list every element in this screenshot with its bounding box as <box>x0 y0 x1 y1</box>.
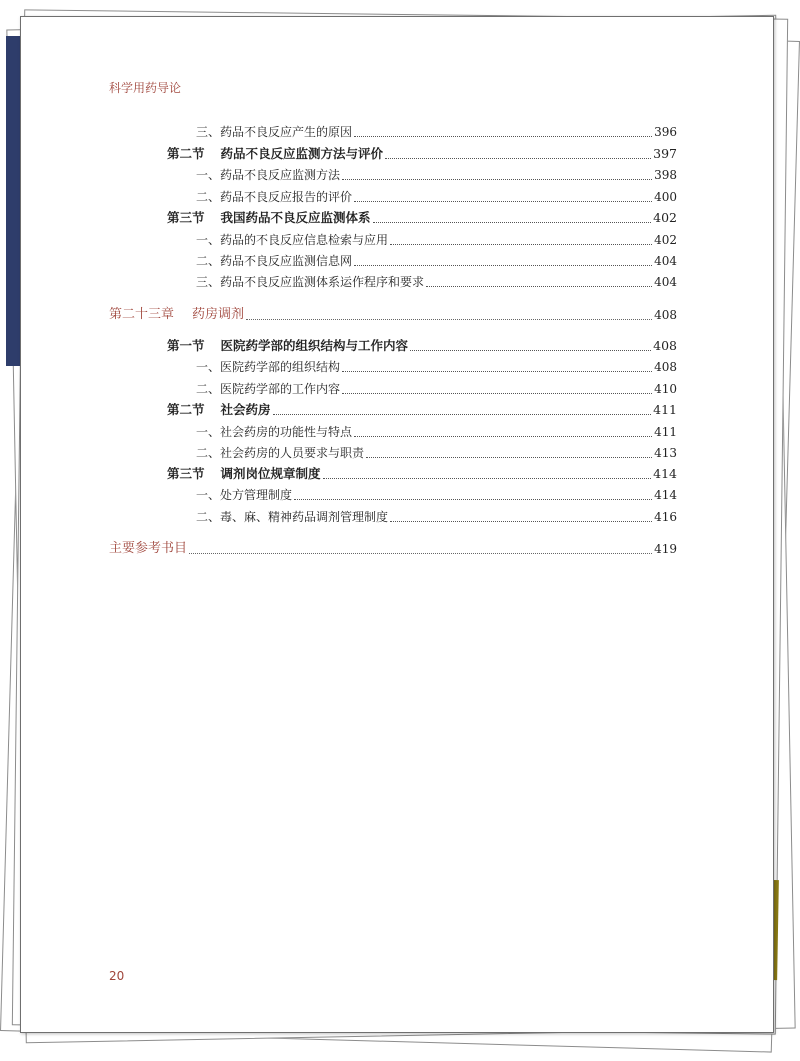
toc-section-page: 397 <box>653 146 677 161</box>
toc-entry-page: 414 <box>654 488 677 502</box>
toc-leader-dots <box>342 393 652 394</box>
toc-section <box>167 210 677 226</box>
toc-entry <box>196 509 677 525</box>
toc-leader-dots <box>354 136 652 137</box>
toc-section-number: 第一节 <box>167 338 205 353</box>
toc-entry-page: 410 <box>654 382 677 396</box>
toc-leader-dots <box>366 457 652 458</box>
toc-chapter-page: 408 <box>654 308 677 322</box>
toc-section-page: 411 <box>653 402 677 417</box>
toc-section-title: 我国药品不良反应监测体系 <box>220 210 371 225</box>
toc-section-number: 第三节 <box>167 466 205 481</box>
table-of-contents <box>21 17 773 1017</box>
toc-entry-title: 二、药品不良反应报告的评价 <box>196 190 353 204</box>
toc-section <box>167 146 677 162</box>
toc-entry-title: 二、毒、麻、精神药品调剂管理制度 <box>196 510 389 524</box>
toc-entry-page: 400 <box>654 190 677 204</box>
toc-leader-dots <box>354 265 652 266</box>
running-head: 科学用药导论 <box>109 81 182 95</box>
toc-chapter <box>109 307 677 323</box>
toc-entry <box>196 445 677 461</box>
toc-section <box>167 466 677 482</box>
toc-section-title: 药品不良反应监测方法与评价 <box>220 146 384 161</box>
cover-edge-left <box>6 36 20 366</box>
toc-section-page: 414 <box>653 466 677 481</box>
toc-entry <box>196 274 677 290</box>
toc-section-title: 社会药房 <box>220 402 271 417</box>
toc-entry-title: 一、药品的不良反应信息检索与应用 <box>196 233 389 247</box>
book-page <box>20 16 774 1033</box>
toc-entry <box>196 167 677 183</box>
page-number: 20 <box>109 969 125 983</box>
toc-leader-dots <box>354 436 652 437</box>
toc-entry-title: 二、药品不良反应监测信息网 <box>196 254 353 268</box>
toc-entry <box>196 381 677 397</box>
toc-leader-dots <box>323 478 652 479</box>
toc-section-number: 第三节 <box>167 210 205 225</box>
toc-section-page: 402 <box>653 210 677 225</box>
toc-leader-dots <box>390 521 652 522</box>
toc-entry-page: 402 <box>654 233 677 247</box>
toc-entry <box>196 424 677 440</box>
toc-entry <box>196 232 677 248</box>
toc-leader-dots <box>390 244 652 245</box>
toc-entry-page: 398 <box>654 168 677 182</box>
toc-section-title: 医院药学部的组织结构与工作内容 <box>220 338 409 353</box>
toc-chapter-number: 第二十三章 <box>109 307 175 322</box>
toc-entry-title: 一、社会药房的功能性与特点 <box>196 425 353 439</box>
toc-entry-title: 二、社会药房的人员要求与职责 <box>196 446 365 460</box>
toc-chapter-title: 药房调剂 <box>192 307 245 322</box>
toc-entry <box>196 487 677 503</box>
toc-entry <box>196 359 677 375</box>
toc-entry-title: 三、药品不良反应产生的原因 <box>196 125 353 139</box>
toc-leader-dots <box>373 222 652 223</box>
toc-entry-page: 404 <box>654 254 677 268</box>
toc-section-number: 第二节 <box>167 146 205 161</box>
toc-section-title: 调剂岗位规章制度 <box>220 466 321 481</box>
toc-leader-dots <box>246 319 652 320</box>
toc-entry-page: 408 <box>654 360 677 374</box>
toc-leader-dots <box>354 201 652 202</box>
toc-leader-dots <box>273 414 652 415</box>
toc-entry-title: 三、药品不良反应监测体系运作程序和要求 <box>196 275 425 289</box>
toc-leader-dots <box>385 158 651 159</box>
toc-entry-page: 413 <box>654 446 677 460</box>
toc-section <box>167 338 677 354</box>
toc-leader-dots <box>342 371 652 372</box>
toc-entry <box>196 253 677 269</box>
toc-leader-dots <box>294 499 652 500</box>
toc-leader-dots <box>189 553 652 554</box>
toc-references-page: 419 <box>654 542 677 556</box>
toc-leader-dots <box>342 179 652 180</box>
toc-section-number: 第二节 <box>167 402 205 417</box>
toc-leader-dots <box>426 286 652 287</box>
toc-entry <box>196 124 677 140</box>
toc-entry-page: 396 <box>654 125 677 139</box>
toc-section-page: 408 <box>653 338 677 353</box>
toc-leader-dots <box>410 350 651 351</box>
toc-entry-title: 二、医院药学部的工作内容 <box>196 382 341 396</box>
toc-entry-title: 一、处方管理制度 <box>196 488 293 502</box>
toc-entry-page: 404 <box>654 275 677 289</box>
toc-entry-title: 一、医院药学部的组织结构 <box>196 360 341 374</box>
toc-references <box>109 541 677 557</box>
toc-entry-page: 416 <box>654 510 677 524</box>
toc-references-title: 主要参考书目 <box>109 541 188 556</box>
toc-section <box>167 402 677 418</box>
toc-entry-title: 一、药品不良反应监测方法 <box>196 168 341 182</box>
toc-entry <box>196 189 677 205</box>
toc-entry-page: 411 <box>654 425 677 439</box>
